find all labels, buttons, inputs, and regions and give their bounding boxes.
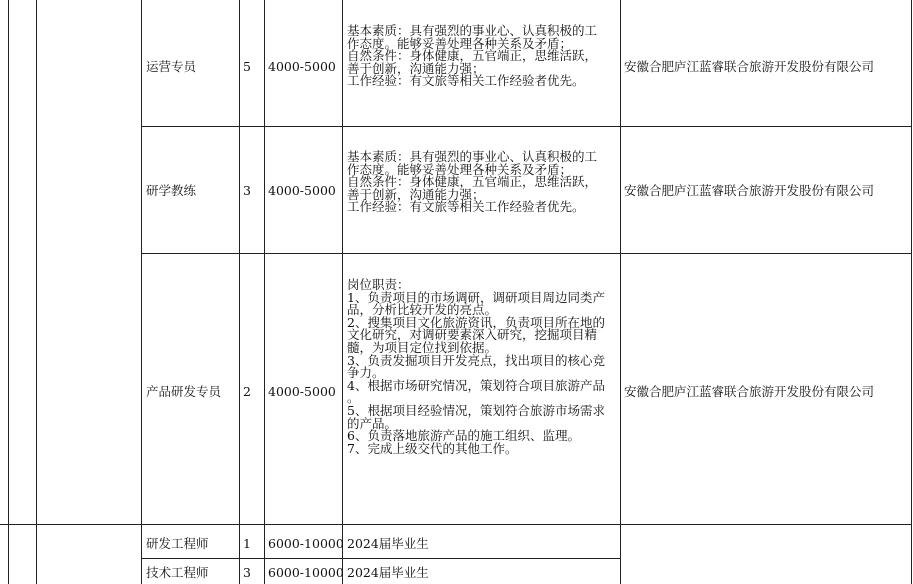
count-cell: 3 [243, 565, 251, 580]
salary-cell: 6000-10000 [268, 536, 344, 551]
company-cell: 安徽合肥庐江蓝睿联合旅游开发股份有限公司 [624, 59, 875, 74]
position-cell: 技术工程师 [146, 565, 209, 580]
grid-line [8, 0, 9, 584]
grid-line [141, 253, 912, 254]
grid-line [264, 0, 265, 584]
count-cell: 2 [243, 384, 251, 399]
grid-line [342, 0, 343, 584]
grid-line [0, 524, 912, 525]
company-cell: 安徽合肥庐江蓝睿联合旅游开发股份有限公司 [624, 384, 875, 399]
salary-cell: 4000-5000 [268, 183, 336, 198]
count-cell: 3 [243, 183, 251, 198]
requirements-cell: 2024届毕业生 [347, 565, 429, 580]
count-cell: 5 [243, 59, 251, 74]
grid-line [911, 0, 912, 584]
grid-line [141, 126, 912, 127]
grid-line [141, 558, 621, 559]
company-cell: 安徽合肥庐江蓝睿联合旅游开发股份有限公司 [624, 183, 875, 198]
position-cell: 研学教练 [146, 183, 197, 198]
requirements-cell: 基本素质：具有强烈的事业心、认真积极的工 作态度。能够妥善处理各种关系及矛盾； 自然条件：身体健康，五官端正，思维活跃， 善于创新，沟通能力强； 工作经验：有文旅等相关工作经验者优先。 [347, 149, 598, 215]
grid-line [141, 0, 142, 584]
requirements-cell: 2024届毕业生 [347, 536, 429, 551]
grid-line [36, 0, 37, 584]
grid-line [239, 0, 240, 584]
salary-cell: 4000-5000 [268, 384, 336, 399]
requirements-cell: 岗位职责： 1、负责项目的市场调研，调研项目周边同类产 品，分析比较开发的亮点。 2、搜集项目文化旅游资讯，负责项目所在地的 文化研究，对调研要素深入研究，挖掘项目精 髓，为项目定位找到依据。 3、负责发掘项目开发亮点，找出项目的核心竞 争力。 4、根据市场研究情况，策划符合项目旅游产品 。 5、根据项目经验情况，策划符合旅游市场需求 的产品。 6、负责落地旅游产品的施工组织、监理。 7、完成上级交代的其他工作。 [347, 277, 605, 456]
salary-cell: 4000-5000 [268, 59, 336, 74]
position-cell: 产品研发专员 [146, 384, 222, 399]
grid-line [620, 0, 621, 584]
position-cell: 研发工程师 [146, 536, 209, 551]
salary-cell: 6000-10000 [268, 565, 344, 580]
requirements-cell: 基本素质：具有强烈的事业心、认真积极的工 作态度。能够妥善处理各种关系及矛盾； 自然条件：身体健康，五官端正，思维活跃， 善于创新，沟通能力强； 工作经验：有文旅等相关工作经验者优先。 [347, 23, 598, 89]
count-cell: 1 [243, 536, 251, 551]
position-cell: 运营专员 [146, 59, 197, 74]
